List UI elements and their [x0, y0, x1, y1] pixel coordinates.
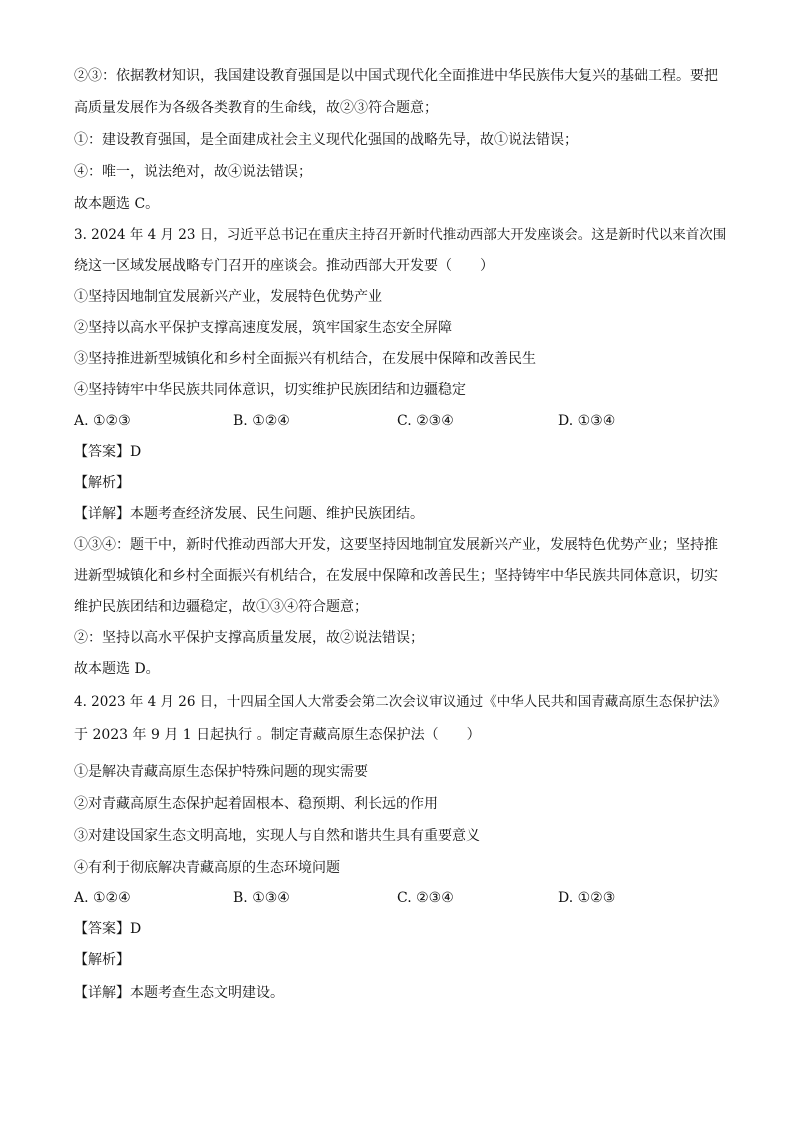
q3-detail-1: 【详解】本题考查经济发展、民生问题、维护民族团结。: [74, 506, 424, 522]
q3-detail-3: 进新型城镇化和乡村全面振兴有机结合，在发展中保障和改善民生；坚持铸牢中华民族共同体意识，切实: [74, 568, 718, 584]
q2-line-1: ②③：依据教材知识，我国建设教育强国是以中国式现代化全面推进中华民族伟大复兴的基础工程。要把: [74, 68, 718, 84]
q2-line-2: 高质量发展作为各级各类教育的生命线，故②③符合题意；: [74, 100, 438, 116]
q2-line-4: ④：唯一，说法绝对，故④说法错误；: [74, 164, 312, 180]
q4-option-d: D. ①②③: [558, 890, 616, 906]
q3-stem-1: 3. 2024 年 4 月 23 日，习近平总书记在重庆主持召开新时代推动西部大开发座谈会。这是新时代以来首次围: [74, 227, 727, 243]
q3-item-4: ④坚持铸牢中华民族共同体意识，切实维护民族团结和边疆稳定: [74, 382, 466, 398]
q4-stem-2: 于 2023 年 9 月 1 日起执行 。制定青藏高原生态保护法（ ）: [74, 727, 481, 743]
q4-analysis-label: 【解析】: [74, 952, 130, 968]
q4-item-3: ③对建设国家生态文明高地，实现人与自然和谐共生具有重要意义: [74, 828, 480, 844]
q3-analysis-label: 【解析】: [74, 475, 130, 491]
q2-conclusion: 故本题选 C。: [74, 196, 160, 212]
q4-item-4: ④有利于彻底解决青藏高原的生态环境问题: [74, 860, 340, 876]
q4-item-1: ①是解决青藏高原生态保护特殊问题的现实需要: [74, 764, 368, 780]
q4-stem-1: 4. 2023 年 4 月 26 日，十四届全国人大常委会第二次会议审议通过《中华人民共和国青藏高原生态保护法》: [74, 694, 727, 710]
q4-answer: 【答案】D: [74, 921, 142, 937]
q4-option-a: A. ①②④: [74, 890, 131, 906]
q4-option-b: B. ①③④: [233, 890, 290, 906]
q3-option-c: C. ②③④: [397, 413, 454, 429]
q4-item-2: ②对青藏高原生态保护起着固根本、稳预期、利长远的作用: [74, 796, 438, 812]
q3-detail-5: ②：坚持以高水平保护支撑高质量发展，故②说法错误；: [74, 630, 424, 646]
q3-answer: 【答案】D: [74, 444, 142, 460]
q3-detail-2: ①③④：题干中，新时代推动西部大开发，这要坚持因地制宜发展新兴产业，发展特色优势产业；坚持推: [74, 537, 718, 553]
q3-detail-4: 维护民族团结和边疆稳定，故①③④符合题意；: [74, 599, 368, 615]
q3-option-a: A. ①②③: [74, 413, 131, 429]
q3-option-b: B. ①②④: [233, 413, 290, 429]
q3-conclusion: 故本题选 D。: [74, 661, 160, 677]
q3-item-1: ①坚持因地制宜发展新兴产业，发展特色优势产业: [74, 289, 382, 305]
q2-line-3: ①：建设教育强国，是全面建成社会主义现代化强国的战略先导，故①说法错误；: [74, 132, 578, 148]
q4-option-c: C. ②③④: [397, 890, 454, 906]
q4-detail-1: 【详解】本题考查生态文明建设。: [74, 985, 284, 1001]
q3-item-3: ③坚持推进新型城镇化和乡村全面振兴有机结合，在发展中保障和改善民生: [74, 351, 536, 367]
q3-item-2: ②坚持以高水平保护支撑高速度发展，筑牢国家生态安全屏障: [74, 320, 452, 336]
q3-option-d: D. ①③④: [558, 413, 616, 429]
q3-stem-2: 绕这一区域发展战略专门召开的座谈会。推动西部大开发要（ ）: [74, 258, 494, 274]
